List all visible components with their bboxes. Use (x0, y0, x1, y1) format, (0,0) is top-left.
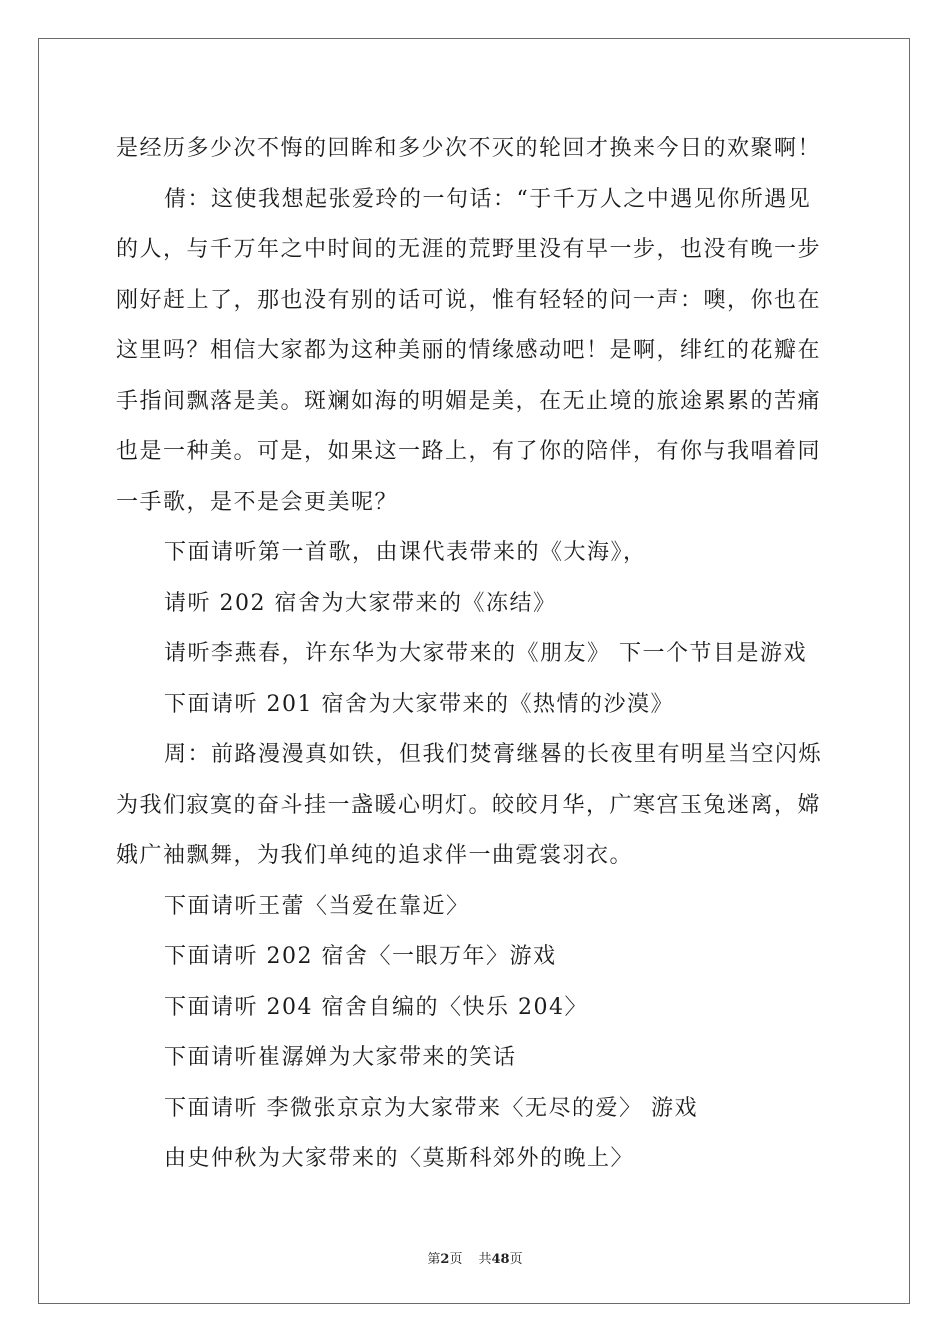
text-line: 下面请听崔潺婵为大家带来的笑话 (164, 1045, 517, 1070)
text-line: 下面请听 李微张京京为大家带来〈无尽的爱〉 游戏 (164, 1095, 698, 1121)
text-line: 请听 202 宿舍为大家带来的《冻结》 (164, 590, 557, 616)
text-line: 下面请听第一首歌，由课代表带来的《大海》， (164, 540, 647, 565)
total-suffix: 页 (509, 1252, 523, 1267)
text-line: 下面请听 204 宿舍自编的〈快乐 204〉 (164, 994, 588, 1020)
page-suffix: 页 (449, 1252, 463, 1267)
text-line: 请听李燕春，许东华为大家带来的《朋友》 下一个节目是游戏 (164, 641, 807, 666)
page-prefix: 第 (427, 1252, 441, 1267)
text-line: 周：前路漫漫真如铁，但我们焚膏继晷的长夜里有明星当空闪烁 (164, 742, 823, 767)
page-number: 2 (440, 1252, 450, 1267)
page-footer (0, 1248, 950, 1267)
text-line: 一手歌，是不是会更美呢？ (116, 489, 399, 515)
text-line: 下面请听 202 宿舍〈一眼万年〉游戏 (164, 944, 557, 969)
text-line: 下面请听王蕾〈当爱在靠近〉 (164, 893, 470, 919)
text-line: 也是一种美。可是，如果这一路上，有了你的陪伴，有你与我唱着同 (116, 439, 822, 464)
text-line: 由史仲秋为大家带来的〈莫斯科郊外的晚上〉 (164, 1146, 635, 1171)
total-prefix: 共 (478, 1252, 492, 1267)
text-line: 娥广袖飘舞，为我们单纯的追求伴一曲霓裳羽衣。 (116, 843, 634, 868)
text-line: 手指间飘落是美。斑斓如海的明媚是美，在无止境的旅途累累的苦痛 (116, 388, 822, 414)
text-line: 的人，与千万年之中时间的无涯的荒野里没有早一步，也没有晚一步 (116, 237, 822, 262)
document-body (116, 124, 836, 1185)
text-line: 倩：这使我想起张爱玲的一句话：“于千万人之中遇见你所遇见 (164, 186, 812, 212)
text-line: 是经历多少次不悔的回眸和多少次不灭的轮回才换来今日的欢聚啊！ (116, 136, 822, 161)
text-line: 为我们寂寞的奋斗挂一盏暖心明灯。皎皎月华，广寒宫玉兔迷离，嫦 (116, 792, 822, 818)
total-pages: 48 (491, 1252, 510, 1267)
text-line: 下面请听 201 宿舍为大家带来的《热情的沙漠》 (164, 691, 674, 717)
text-line: 这里吗？相信大家都为这种美丽的情缘感动吧！是啊，绯红的花瓣在 (116, 338, 822, 363)
text-line: 刚好赶上了，那也没有别的话可说，惟有轻轻的问一声：噢，你也在 (116, 287, 822, 313)
